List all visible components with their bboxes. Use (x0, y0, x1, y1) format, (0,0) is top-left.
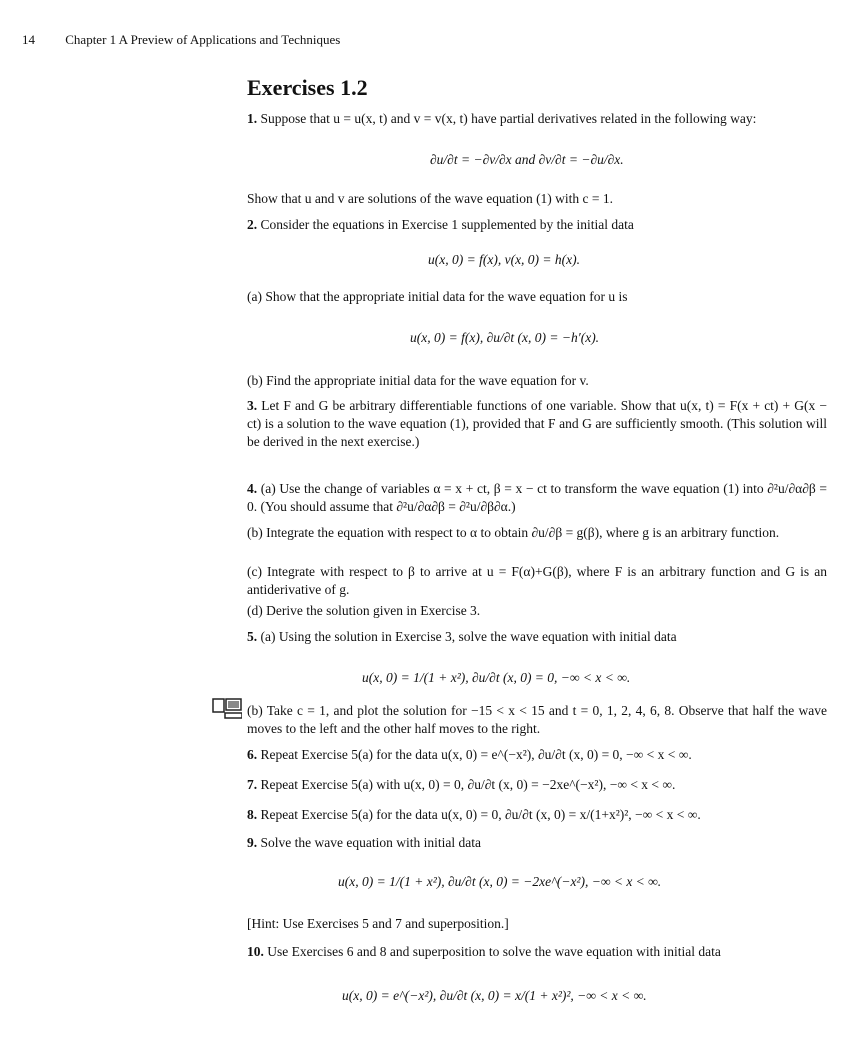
equation: u(x, 0) = f(x), ∂u/∂t (x, 0) = −h′(x). (410, 330, 600, 345)
exercise-number: 8. (247, 807, 258, 822)
equation: u(x, 0) = 1/(1 + x²), ∂u/∂t (x, 0) = 0, −∞ < x < ∞. (362, 670, 631, 685)
exercise-number: 10. (247, 944, 264, 959)
exercise-number: 2. (247, 217, 258, 232)
exercise-4 (247, 480, 827, 516)
exercise-part: (d) Derive the solution given in Exercise 3. (247, 603, 481, 618)
exercise-number: 5. (247, 629, 258, 644)
page-number: 14 (22, 32, 35, 47)
exercise-3 (247, 397, 827, 451)
running-title: Chapter 1 A Preview of Applications and Techniques (65, 32, 341, 47)
equation: u(x, 0) = e^(−x²), ∂u/∂t (x, 0) = x/(1 + x²)², −∞ < x < ∞. (342, 988, 647, 1003)
exercise-text: Use Exercises 6 and 8 and superposition to solve the wave equation with initial data (267, 944, 721, 959)
exercise-text: Repeat Exercise 5(a) for the data u(x, 0) = 0, ∂u/∂t (x, 0) = x/(1+x²)², −∞ < x < ∞. (260, 807, 701, 822)
exercise-8 (247, 806, 827, 824)
computer-icon (212, 698, 242, 720)
exercise-number: 7. (247, 777, 258, 792)
exercise-number: 4. (247, 481, 258, 496)
exercise-text: Suppose that u = u(x, t) and v = v(x, t) have partial derivatives related in the following way: (260, 111, 757, 126)
exercise-2 (247, 216, 827, 234)
exercise-part: (a) Use the change of variables α = x + ct, β = x − ct to transform the wave equation (1) into ∂²u/∂α∂β = 0. (You should assume that ∂²u/∂α∂β = ∂²u/∂β∂α.) (247, 481, 828, 514)
hint: [Hint: Use Exercises 5 and 7 and superposition.] (247, 916, 509, 931)
exercise-part: (b) Take c = 1, and plot the solution for −15 < x < 15 and t = 0, 1, 2, 4, 6, 8. Observe that half the wave moves to the left and the other half moves to the right. (247, 703, 827, 736)
exercise-text: Repeat Exercise 5(a) for the data u(x, 0) = e^(−x²), ∂u/∂t (x, 0) = 0, −∞ < x < ∞. (260, 747, 692, 762)
exercise-number: 3. (247, 398, 258, 413)
equation: ∂u/∂t = −∂v/∂x and ∂v/∂t = −∂u/∂x. (430, 152, 624, 167)
exercise-part: (b) Find the appropriate initial data for the wave equation for v. (247, 373, 589, 388)
exercise-part: (a) Show that the appropriate initial data for the wave equation for u is (247, 289, 628, 304)
exercise-part: (a) Using the solution in Exercise 3, solve the wave equation with initial data (260, 629, 677, 644)
exercise-7 (247, 776, 827, 794)
exercise-text: Solve the wave equation with initial data (260, 835, 481, 850)
exercise-5 (247, 628, 827, 646)
exercise-number: 6. (247, 747, 258, 762)
equation: u(x, 0) = f(x), v(x, 0) = h(x). (428, 252, 581, 267)
exercise-10 (247, 943, 827, 961)
exercise-6 (247, 746, 827, 764)
exercise-text: Show that u and v are solutions of the wave equation (1) with c = 1. (247, 191, 614, 206)
running-header (22, 32, 340, 48)
equation: u(x, 0) = 1/(1 + x²), ∂u/∂t (x, 0) = −2xe^(−x²), −∞ < x < ∞. (338, 874, 662, 889)
exercise-number: 1. (247, 111, 258, 126)
exercise-9 (247, 834, 827, 852)
exercise-text: Repeat Exercise 5(a) with u(x, 0) = 0, ∂u/∂t (x, 0) = −2xe^(−x²), −∞ < x < ∞. (260, 777, 676, 792)
exercise-number: 9. (247, 835, 258, 850)
exercise-text: Consider the equations in Exercise 1 supplemented by the initial data (260, 217, 634, 232)
exercise-part: (c) Integrate with respect to β to arrive at u = F(α)+G(β), where F is an arbitrary function and G is an antiderivative of g. (247, 564, 827, 597)
section-title: Exercises 1.2 (247, 75, 368, 100)
exercise-part: (b) Integrate the equation with respect to α to obtain ∂u/∂β = g(β), where g is an arbitrary function. (247, 525, 780, 540)
exercise-text: Let F and G be arbitrary differentiable functions of one variable. Show that u(x, t) = F(x + ct) + G(x − ct) is a solution to the wave equation (1), provided that F and G are sufficiently smooth. (This solution will be derived in the next exercise.) (247, 398, 827, 449)
exercise-1 (247, 110, 827, 128)
